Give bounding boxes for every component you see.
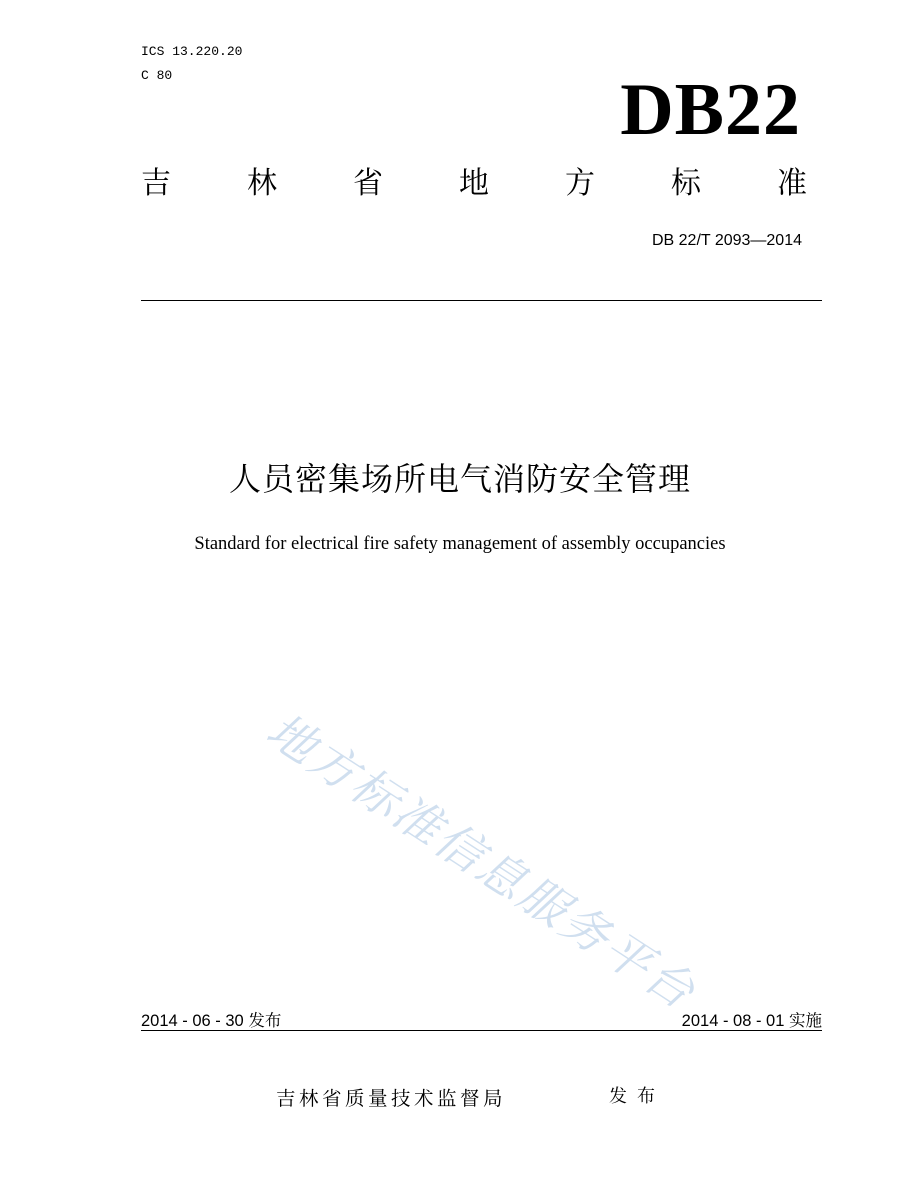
- document-title-english: Standard for electrical fire safety management of assembly occupancies: [194, 534, 726, 554]
- standard-type-char: 标: [671, 166, 701, 201]
- header-divider: [141, 300, 822, 301]
- watermark: 地方标准信息服务平台: [256, 702, 706, 1022]
- standard-code: DB22: [620, 69, 801, 151]
- standard-type-heading: [141, 164, 807, 204]
- issue-verb: 发布: [609, 1086, 665, 1107]
- issuing-authority: 吉林省质量技术监督局: [276, 1087, 507, 1110]
- document-title-chinese: 人员密集场所电气消防安全管理: [228, 460, 691, 498]
- issue-date: 2014 - 06 - 30 发布: [141, 1012, 282, 1030]
- standard-number: DB 22/T 2093—2014: [651, 232, 802, 249]
- implementation-date: 2014 - 08 - 01 实施: [681, 1012, 822, 1030]
- ics-code: ICS 13.220.20: [141, 44, 243, 59]
- standard-type-char: 林: [247, 166, 277, 201]
- standard-type-char: 地: [459, 166, 489, 201]
- ccs-code: C 80: [141, 68, 173, 83]
- standard-type-char: 方: [565, 166, 595, 201]
- standard-type-char: 省: [353, 166, 383, 201]
- standard-type-char: 准: [777, 166, 807, 201]
- footer-divider: [141, 1030, 822, 1031]
- standard-type-char: 吉: [141, 166, 171, 201]
